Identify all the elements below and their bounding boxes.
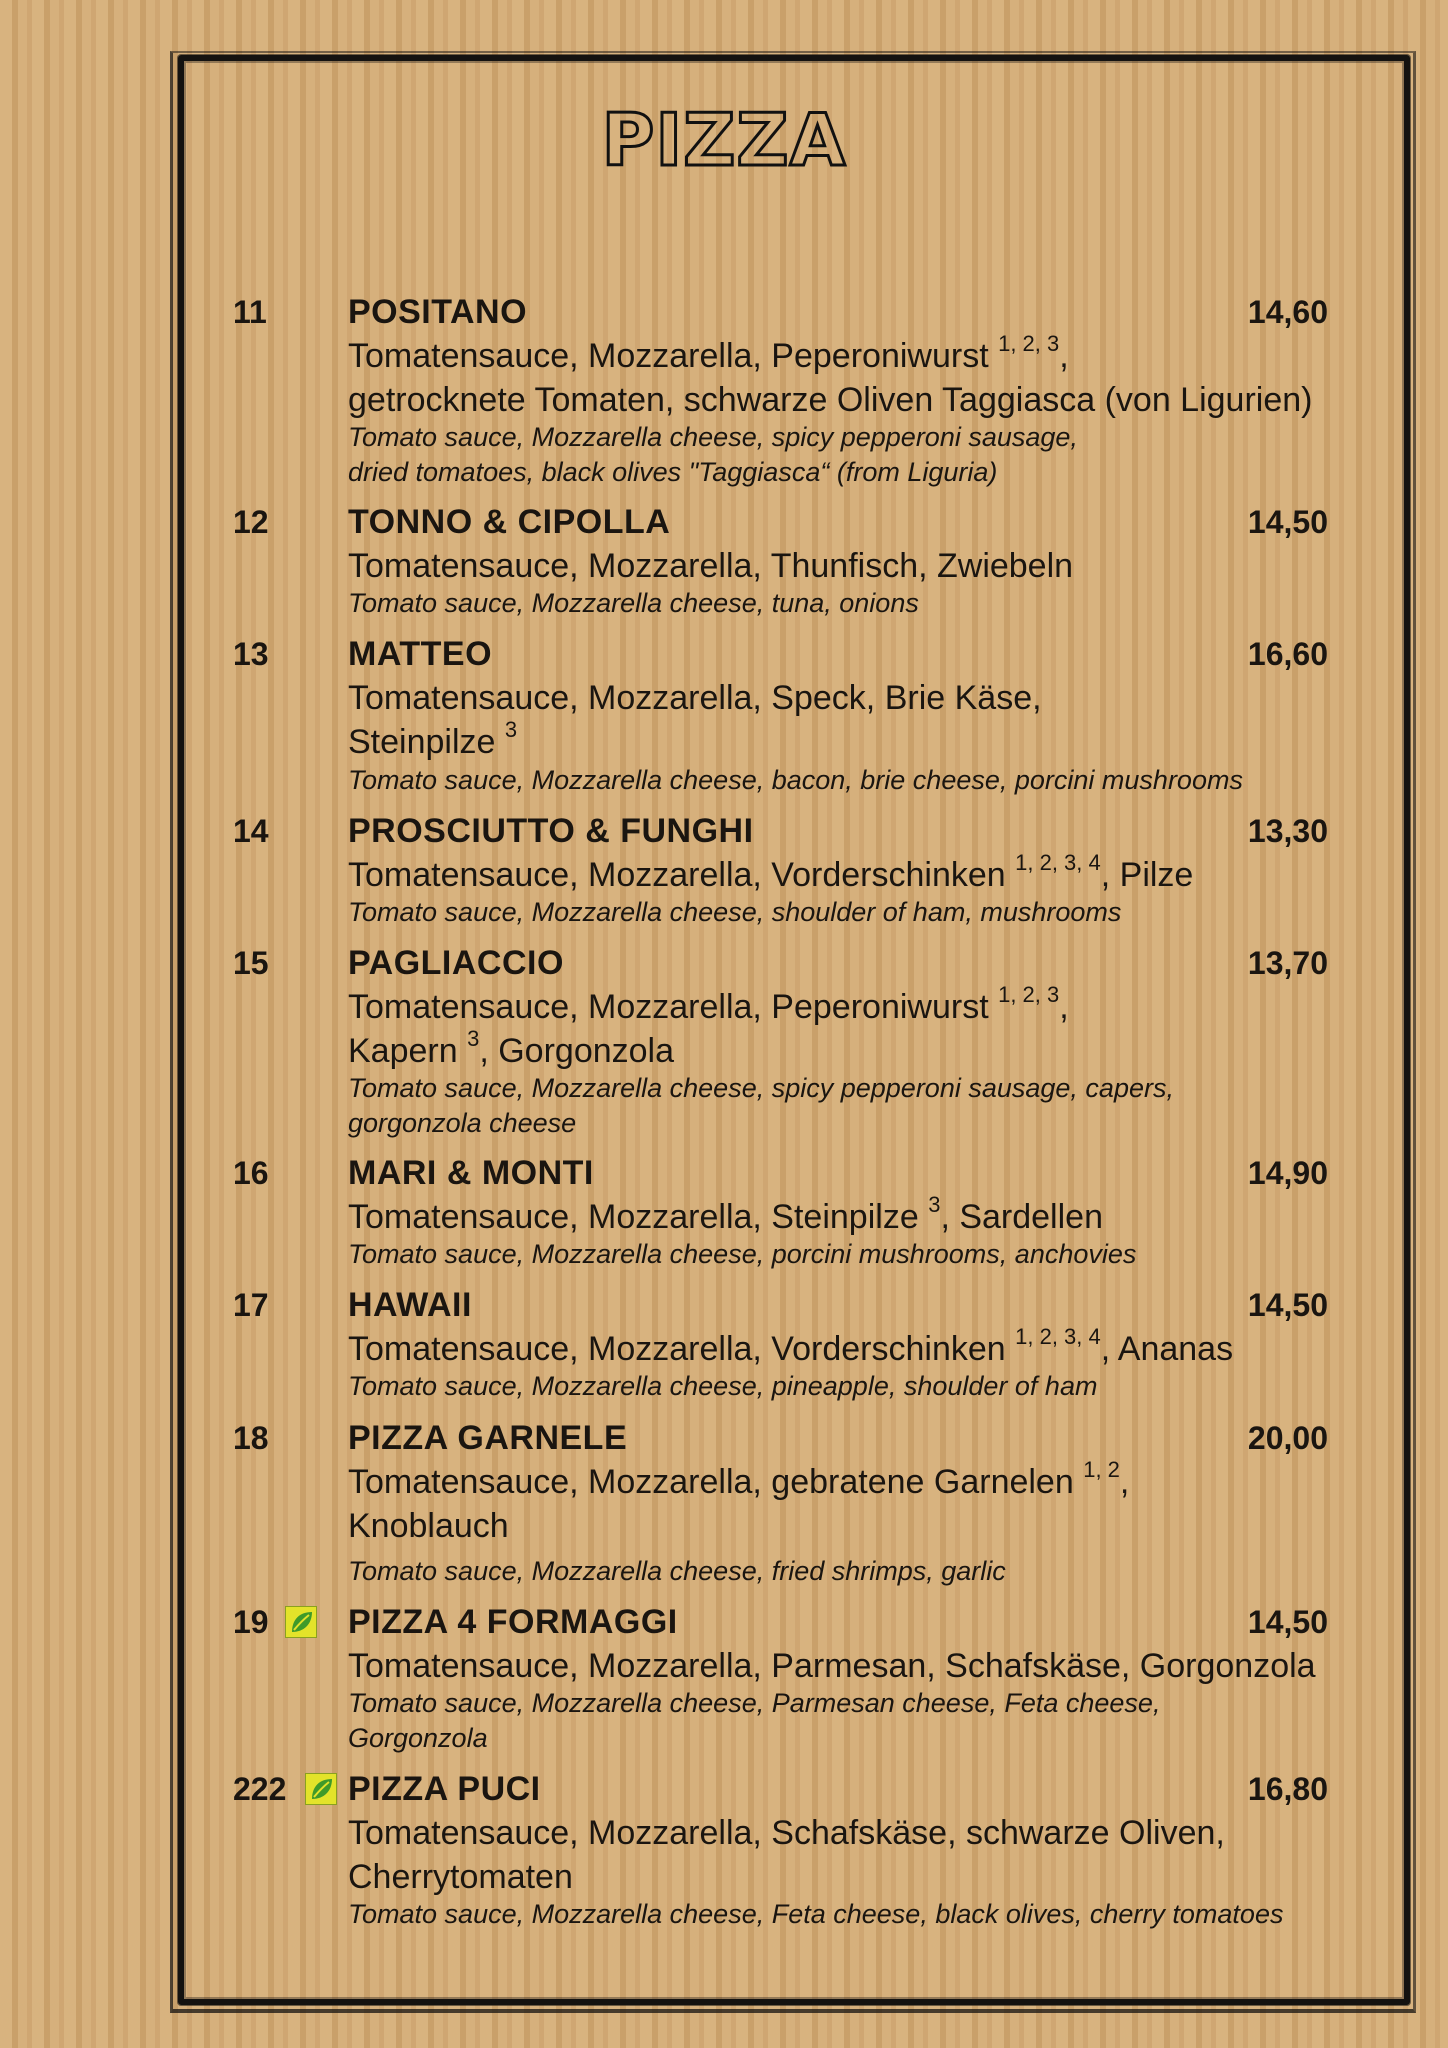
item-description-en: Tomato sauce, Mozzarella cheese, porcini mushrooms, anchovies bbox=[348, 1239, 1137, 1269]
item-description-de: Tomatensauce, Mozzarella, Vorderschinken $^{1, 2, 3, 4}$, Pilze bbox=[348, 849, 1194, 894]
item-price: 14,50 bbox=[1247, 1604, 1328, 1640]
item-number: 13 bbox=[233, 636, 269, 672]
item-name: PROSCIUTTO & FUNGHI bbox=[348, 812, 754, 850]
item-price: 13,70 bbox=[1247, 945, 1328, 981]
item-number: 11 bbox=[233, 294, 267, 330]
item-name: HAWAII bbox=[348, 1286, 472, 1324]
item-name: PIZZA 4 FORMAGGI bbox=[348, 1603, 678, 1641]
item-number: 222 bbox=[233, 1771, 287, 1807]
item-price: 13,30 bbox=[1247, 813, 1328, 849]
item-description-de: Tomatensauce, Mozzarella, Thunfisch, Zwiebeln bbox=[348, 547, 1074, 585]
item-description-en: Tomato sauce, Mozzarella cheese, tuna, onions bbox=[348, 588, 919, 618]
item-price: 14,50 bbox=[1247, 504, 1328, 540]
item-name: POSITANO bbox=[348, 293, 528, 331]
allergen-footnote: 1, 2, 3 bbox=[998, 981, 1060, 1007]
item-description-de: Tomatensauce, Mozzarella, Peperoniwurst $^{1, 2, 3}$, Kapern $^3$, Gorgonzola bbox=[348, 981, 1069, 1070]
item-description-en: Tomato sauce, Mozzarella cheese, fried shrimps, garlic bbox=[348, 1556, 1006, 1586]
item-number: 12 bbox=[233, 504, 269, 540]
allergen-footnote: 3 bbox=[467, 1025, 480, 1051]
allergen-footnote: 3 bbox=[928, 1191, 941, 1217]
item-number: 18 bbox=[233, 1420, 269, 1456]
item-name: PIZZA GARNELE bbox=[348, 1419, 628, 1457]
item-name: PAGLIACCIO bbox=[348, 944, 564, 982]
item-price: 14,60 bbox=[1247, 294, 1328, 330]
item-description-en: Tomato sauce, Mozzarella cheese, Parmesan cheese, Feta cheese, Gorgonzola bbox=[348, 1688, 1161, 1753]
allergen-footnote: 1, 2, 3, 4 bbox=[1015, 1323, 1101, 1349]
item-description-de: Tomatensauce, Mozzarella, Speck, Brie Käse, Steinpilze $^3$ bbox=[348, 679, 1042, 761]
vegetarian-leaf-icon bbox=[285, 1606, 317, 1638]
item-price: 16,60 bbox=[1247, 636, 1328, 672]
item-description-de: Tomatensauce, Mozzarella, Vorderschinken $^{1, 2, 3, 4}$, Ananas bbox=[348, 1323, 1234, 1368]
item-number: 17 bbox=[233, 1287, 269, 1323]
item-description-en: Tomato sauce, Mozzarella cheese, bacon, brie cheese, porcini mushrooms bbox=[348, 765, 1243, 795]
item-description-en: Tomato sauce, Mozzarella cheese, pineapple, shoulder of ham bbox=[348, 1371, 1098, 1401]
item-number: 19 bbox=[233, 1604, 269, 1640]
item-name: MARI & MONTI bbox=[348, 1154, 594, 1192]
item-number: 14 bbox=[233, 813, 269, 849]
item-number: 15 bbox=[233, 945, 269, 981]
item-description-en: Tomato sauce, Mozzarella cheese, shoulder of ham, mushrooms bbox=[348, 897, 1122, 927]
item-description-de: Tomatensauce, Mozzarella, Parmesan, Schafskäse, Gorgonzola bbox=[348, 1647, 1316, 1685]
item-price: 16,80 bbox=[1247, 1771, 1328, 1807]
item-description-en: Tomato sauce, Mozzarella cheese, Feta cheese, black olives, cherry tomatoes bbox=[348, 1899, 1284, 1929]
item-name: MATTEO bbox=[348, 635, 493, 673]
vegetarian-leaf-icon bbox=[305, 1773, 337, 1805]
item-price: 20,00 bbox=[1247, 1420, 1328, 1456]
allergen-footnote: 1, 2 bbox=[1083, 1456, 1120, 1482]
item-price: 14,50 bbox=[1247, 1287, 1328, 1323]
item-description-de: Tomatensauce, Mozzarella, Peperoniwurst $^{1, 2, 3}$, getrocknete Tomaten, schwarze Oliven Taggiasca (von Ligurien) bbox=[348, 330, 1313, 419]
item-name: TONNO & CIPOLLA bbox=[348, 503, 671, 541]
allergen-footnote: 1, 2, 3, 4 bbox=[1015, 849, 1101, 875]
allergen-footnote: 3 bbox=[504, 716, 518, 742]
item-description-de: Tomatensauce, Mozzarella, Steinpilze $^3$, Sardellen bbox=[348, 1191, 1103, 1236]
page-title: PIZZA bbox=[601, 98, 847, 182]
item-description-de: Tomatensauce, Mozzarella, Schafskäse, schwarze Oliven, Cherrytomaten bbox=[348, 1814, 1225, 1896]
item-description-de: Tomatensauce, Mozzarella, gebratene Garnelen $^{1, 2}$, Knoblauch bbox=[348, 1456, 1130, 1545]
item-number: 16 bbox=[233, 1155, 269, 1191]
item-description-en: Tomato sauce, Mozzarella cheese, spicy pepperoni sausage, dried tomatoes, black olives "Taggiasca“ (from Liguria) bbox=[348, 422, 1078, 487]
item-description-en: Tomato sauce, Mozzarella cheese, spicy pepperoni sausage, capers, gorgonzola cheese bbox=[348, 1073, 1174, 1138]
allergen-footnote: 1, 2, 3 bbox=[998, 330, 1060, 356]
item-price: 14,90 bbox=[1247, 1155, 1328, 1191]
item-name: PIZZA PUCI bbox=[348, 1770, 541, 1808]
